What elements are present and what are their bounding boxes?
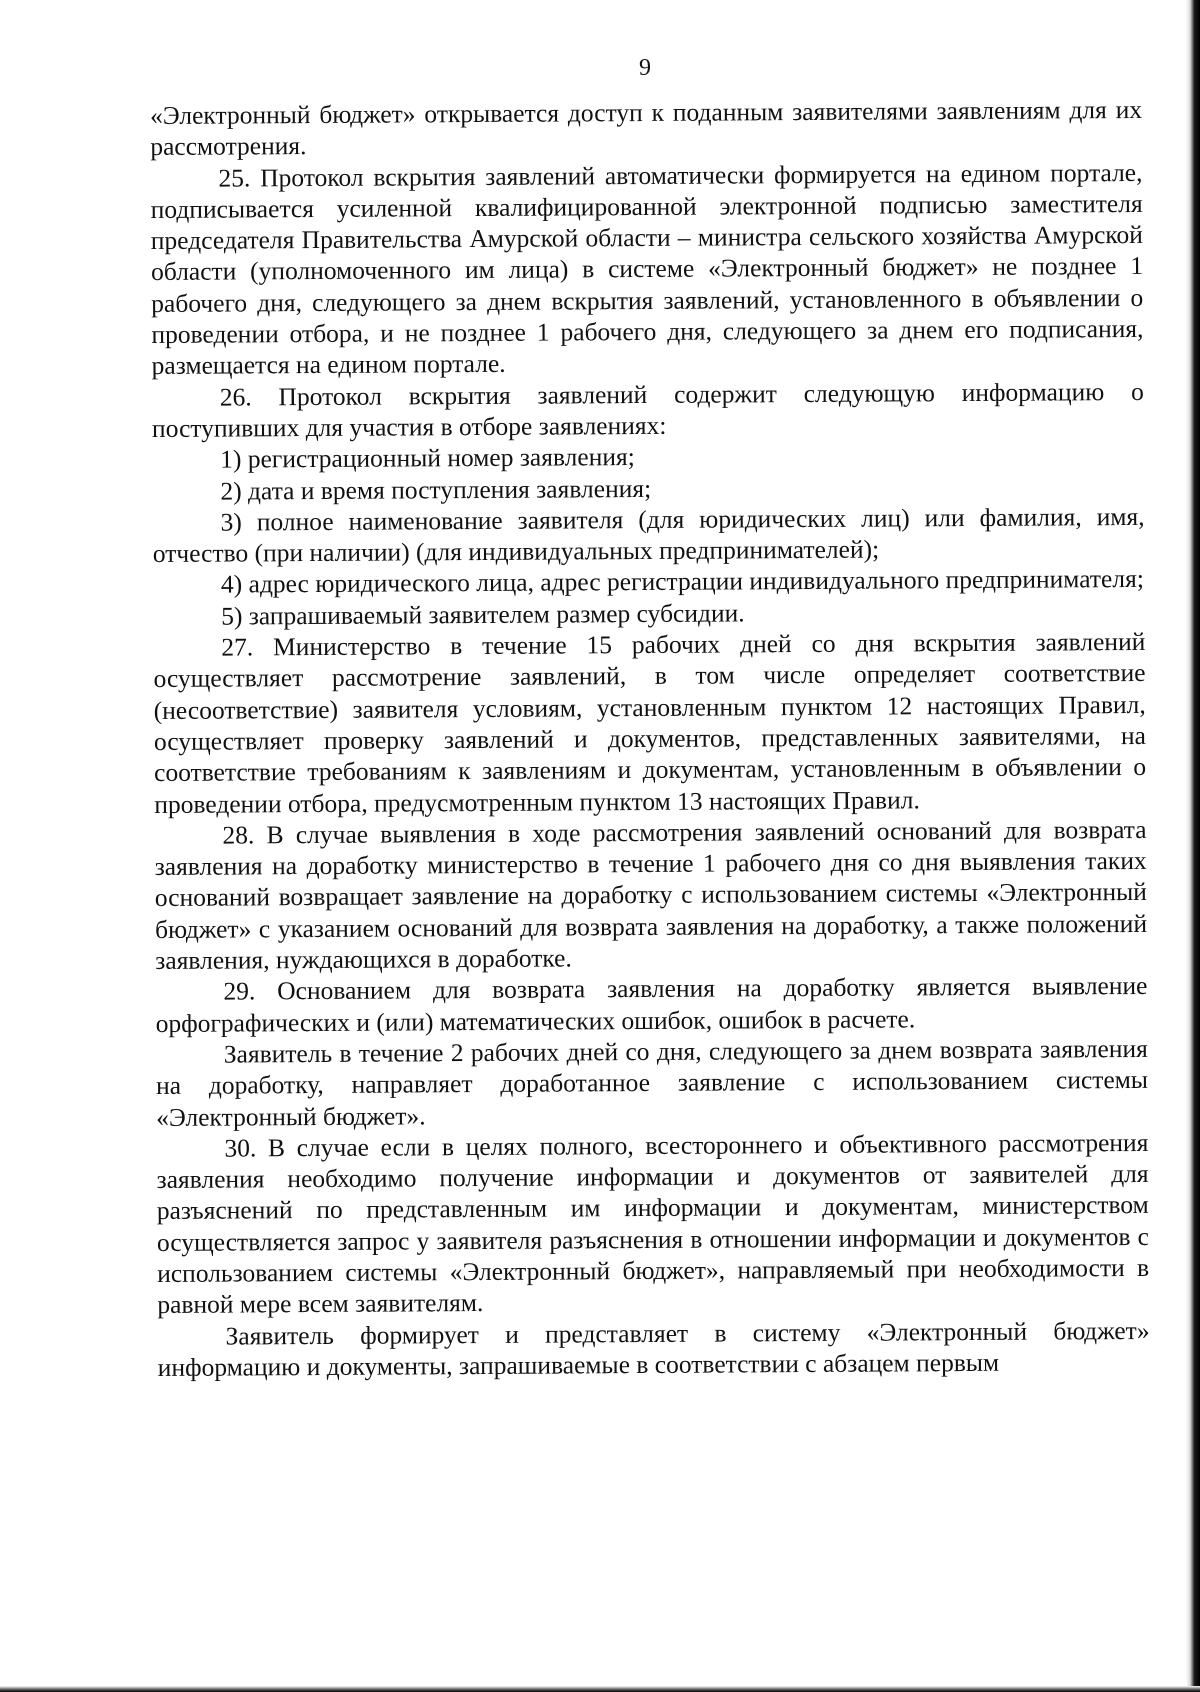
paragraph-27: 27. Министерство в течение 15 рабочих дней со дня вскрытия заявлений осуществляет рассмотрение заявлений, в том числе определяет соответствие (несоответствие) заявителя условиям, установленным пунктом 12 настоящих Правил, осуществляет проверку заявлений и документов, представленных заявителями, на соответствие требованиям к заявлениям и документам, установленным в объявлении о проведении отбора, предусмотренным пунктом 13 настоящих Правил.: [153, 626, 1147, 819]
paragraph-30: 30. В случае если в целях полного, всестороннего и объективного рассмотрения заявления необходимо получение информации и документов от заявителей для разъяснений по представленным им информации и документам, министерством осуществляется запрос у заявителя разъяснения в отношении информации и документов с использованием системы «Электронный бюджет», направляемый при необходимости в равной мере всем заявителям.: [156, 1127, 1150, 1320]
paragraph-29-applicant: Заявитель в течение 2 рабочих дней со дня, следующего за днем возврата заявления на доработку, направляет доработанное заявление с использованием системы «Электронный бюджет».: [155, 1033, 1149, 1132]
paragraph-25: 25. Протокол вскрытия заявлений автоматически формируется на едином портале, подписывается усиленной квалифицированной электронной подписью заместителя председателя Правительства Амурской области – министра сельского хозяйства Амурской области (уполномоченного им лица) в системе «Электронный бюджет» не позднее 1 рабочего дня, следующего за днем вскрытия заявлений, установленного в объявлении о проведении отбора, и не позднее 1 рабочего дня, следующего за днем его подписания, размещается на едином портале.: [150, 157, 1144, 381]
paragraph-26: 26. Протокол вскрытия заявлений содержит следующую информацию о поступивших для участия в отборе заявлениях:: [151, 376, 1144, 443]
list-item-3: 3) полное наименование заявителя (для юридических лиц) или фамилия, имя, отчество (при наличии) (для индивидуальных предпринимателей);: [152, 501, 1145, 569]
list-item-4: 4) адрес юридического лица, адрес регистрации индивидуального предпринимателя;: [220, 564, 1144, 600]
paragraph-30-applicant: Заявитель формирует и представляет в систему «Электронный бюджет» информацию и документы, запрашиваемые в соответствии с абзацем первым: [157, 1315, 1150, 1382]
list-item-5: 5) запрашиваемый заявителем размер субсидии.: [221, 598, 745, 631]
paragraph-29: 29. Основанием для возврата заявления на доработку является выявление орфографических и (или) математических ошибок, ошибок в расчете.: [155, 971, 1148, 1038]
list-item-2: 2) дата и время поступления заявления;: [220, 473, 652, 506]
list-item-1: 1) регистрационный номер заявления;: [220, 442, 635, 474]
page-number: 9: [639, 55, 651, 81]
paragraph-28: 28. В случае выявления в ходе рассмотрения заявлений оснований для возврата заявления на доработку министерство в течение 1 рабочего дня со дня выявления таких оснований возвращает заявление на доработку с использованием системы «Электронный бюджет» с указанием оснований для возврата заявления на доработку, а также положений заявления, нуждающихся в доработке.: [154, 814, 1148, 975]
scan-edge-right: [1186, 0, 1200, 1692]
scan-edge-bottom: [0, 1686, 1200, 1692]
paragraph-continuation: «Электронный бюджет» открывается доступ к поданным заявителями заявлениям для их рассмотрения.: [150, 94, 1143, 162]
document-body: [150, 94, 1150, 1383]
